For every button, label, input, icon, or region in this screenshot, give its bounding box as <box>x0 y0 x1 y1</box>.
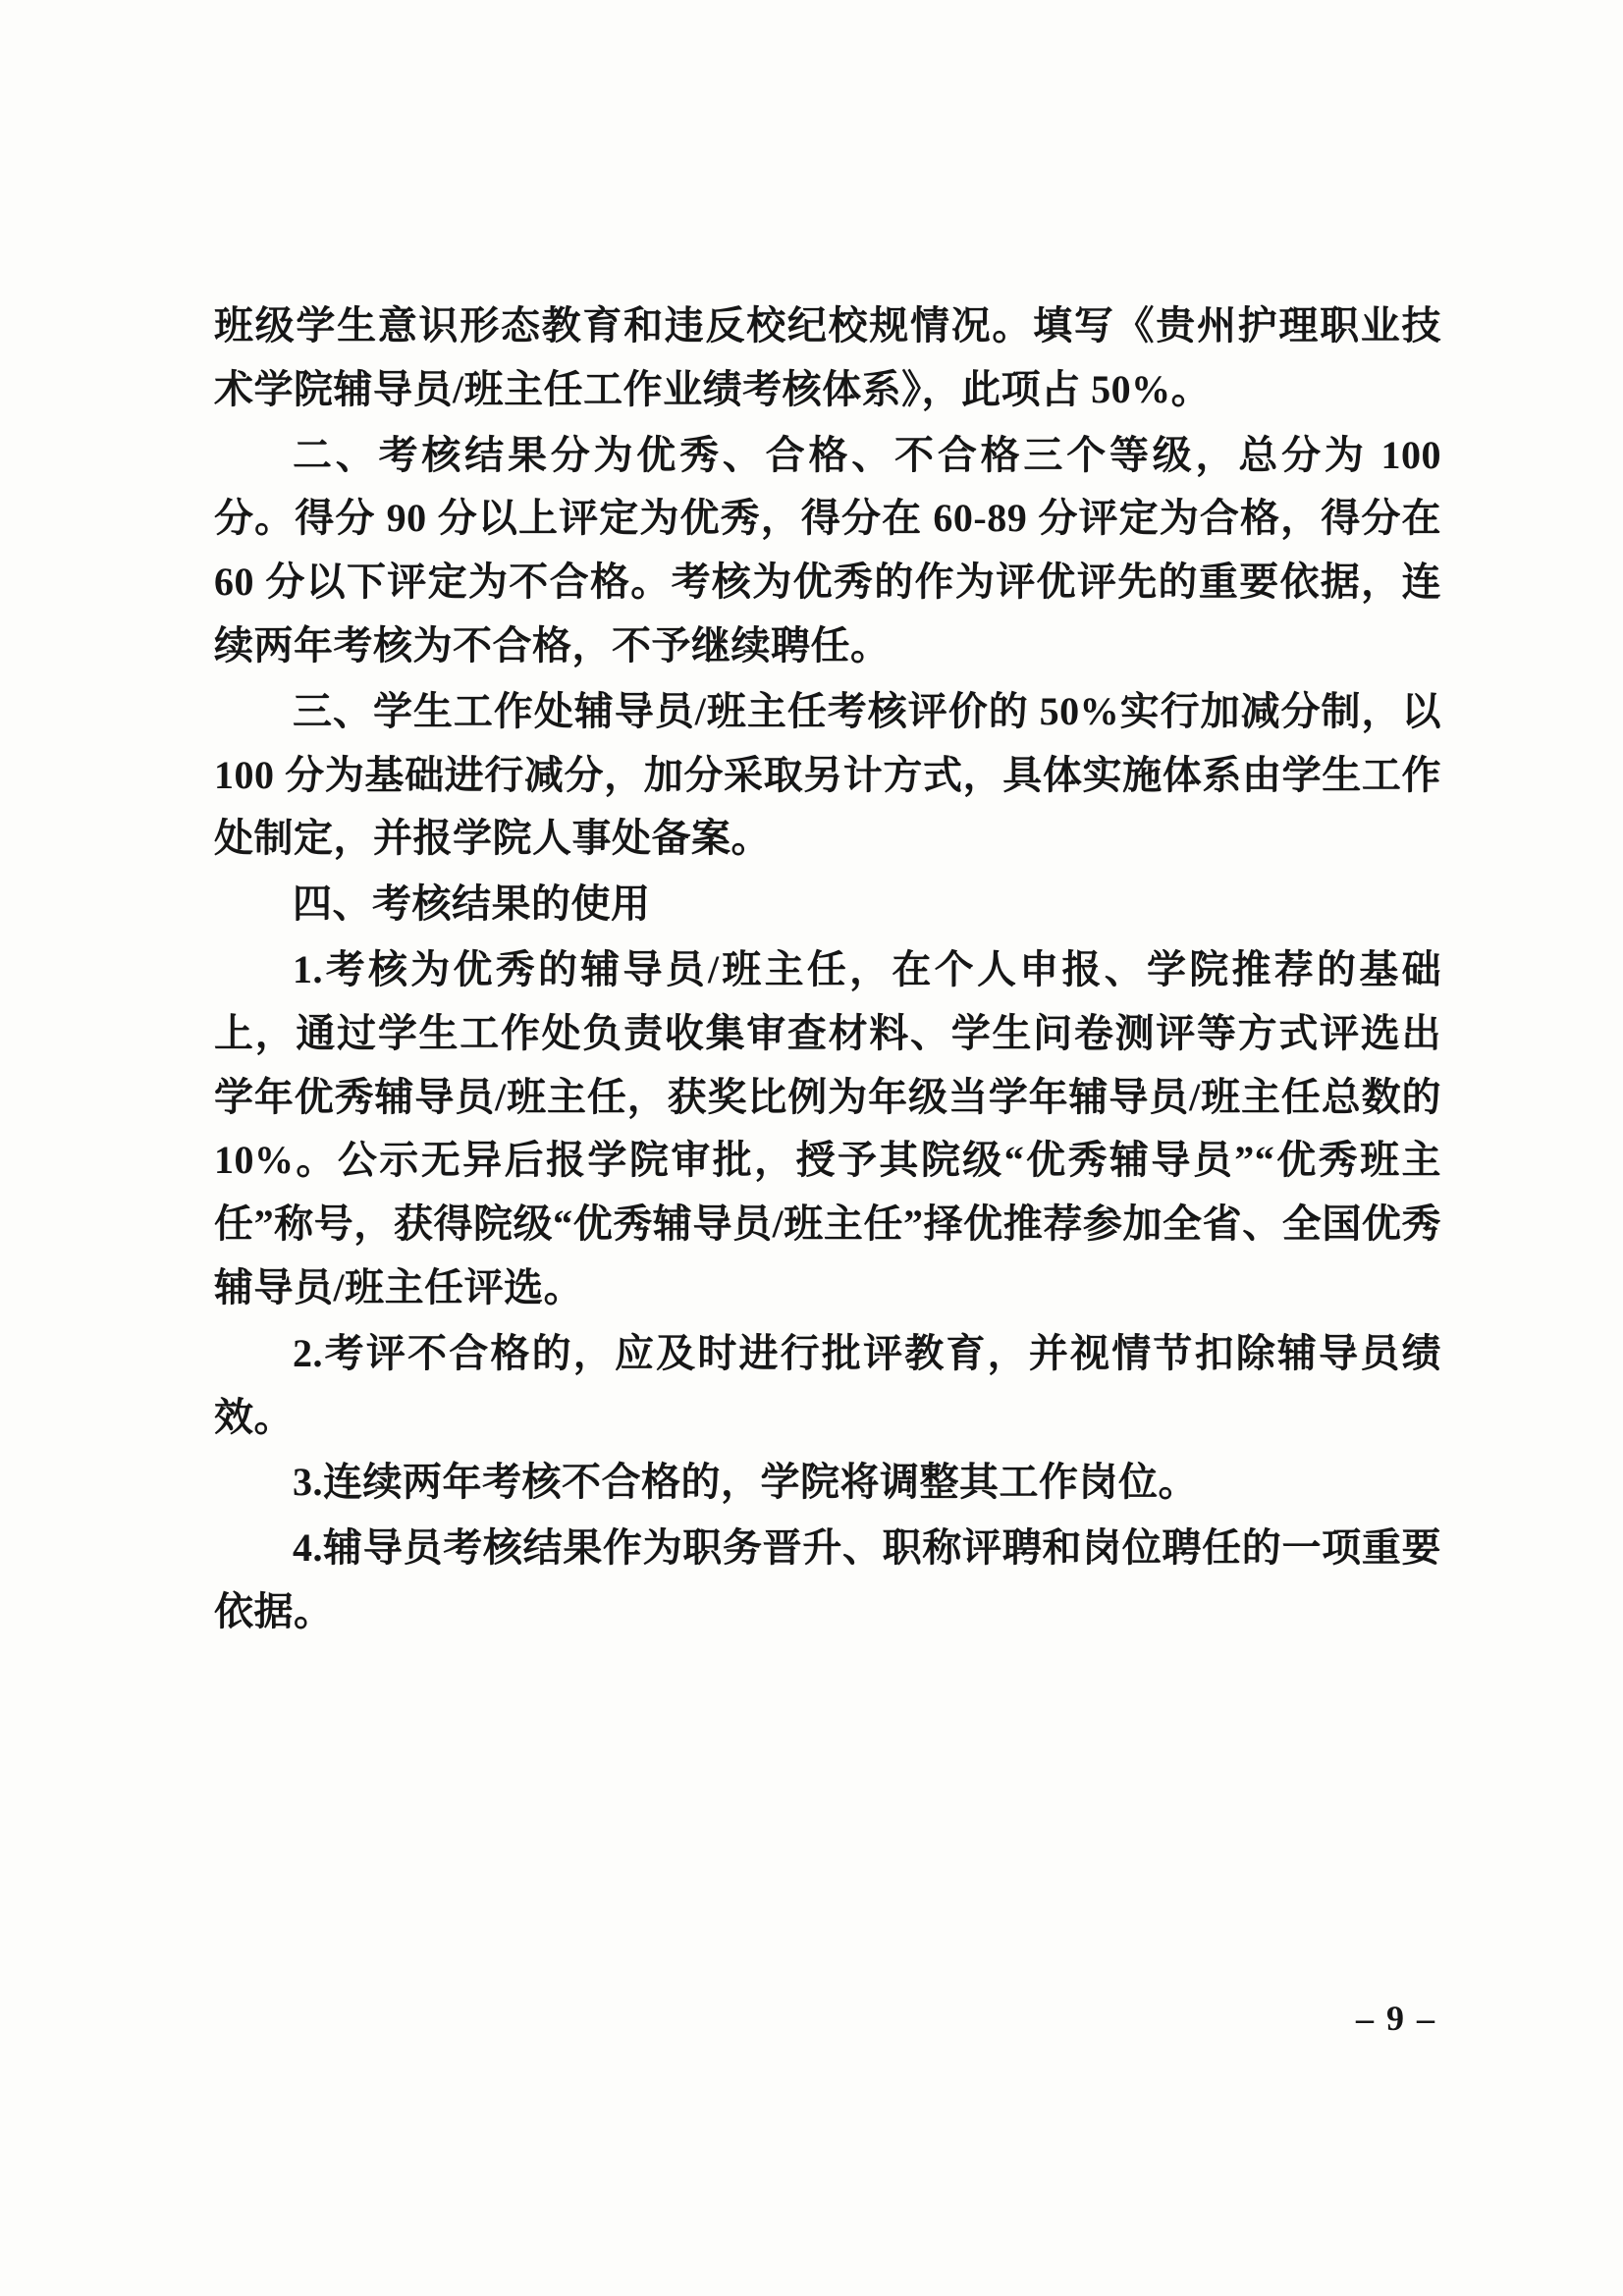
paragraph-section-two: 二、考核结果分为优秀、合格、不合格三个等级，总分为 100 分。得分 90 分以上评定为优秀，得分在 60-89 分评定为合格，得分在 60 分以下评定为不合格。考核为优秀的作为评优评先的重要依据，连续两年考核为不合格，不予继续聘任。 <box>214 432 1441 667</box>
document-body <box>214 294 1441 1646</box>
paragraph-item-1: 1.考核为优秀的辅导员/班主任，在个人申报、学院推荐的基础上，通过学生工作处负责收集审查材料、学生问卷测评等方式评选出学年优秀辅导员/班主任，获奖比例为年级当学年辅导员/班主任总数的 10%。公示无异后报学院审批，授予其院级“优秀辅导员”“优秀班主任”称号，获得院级“优秀辅导员/班主任”择优推荐参加全省、全国优秀辅导员/班主任评选。 <box>214 946 1441 1309</box>
paragraph-1: 班级学生意识形态教育和违反校纪校规情况。填写《贵州护理职业技术学院辅导员/班主任工作业绩考核体系》，此项占 50%。 <box>214 303 1441 411</box>
paragraph-section-four-heading: 四、考核结果的使用 <box>293 881 651 927</box>
paragraph-section-three: 三、学生工作处辅导员/班主任考核评价的 50%实行加减分制，以 100 分为基础进行减分，加分采取另计方式，具体实施体系由学生工作处制定，并报学院人事处备案。 <box>214 688 1441 861</box>
page-number: – 9 – <box>1356 1999 1436 2038</box>
paragraph-item-4: 4.辅导员考核结果作为职务晋升、职称评聘和岗位聘任的一项重要依据。 <box>214 1525 1441 1633</box>
paragraph-item-2: 2.考评不合格的，应及时进行批评教育，并视情节扣除辅导员绩效。 <box>214 1330 1441 1439</box>
paragraph-item-3: 3.连续两年考核不合格的，学院将调整其工作岗位。 <box>293 1460 1198 1505</box>
